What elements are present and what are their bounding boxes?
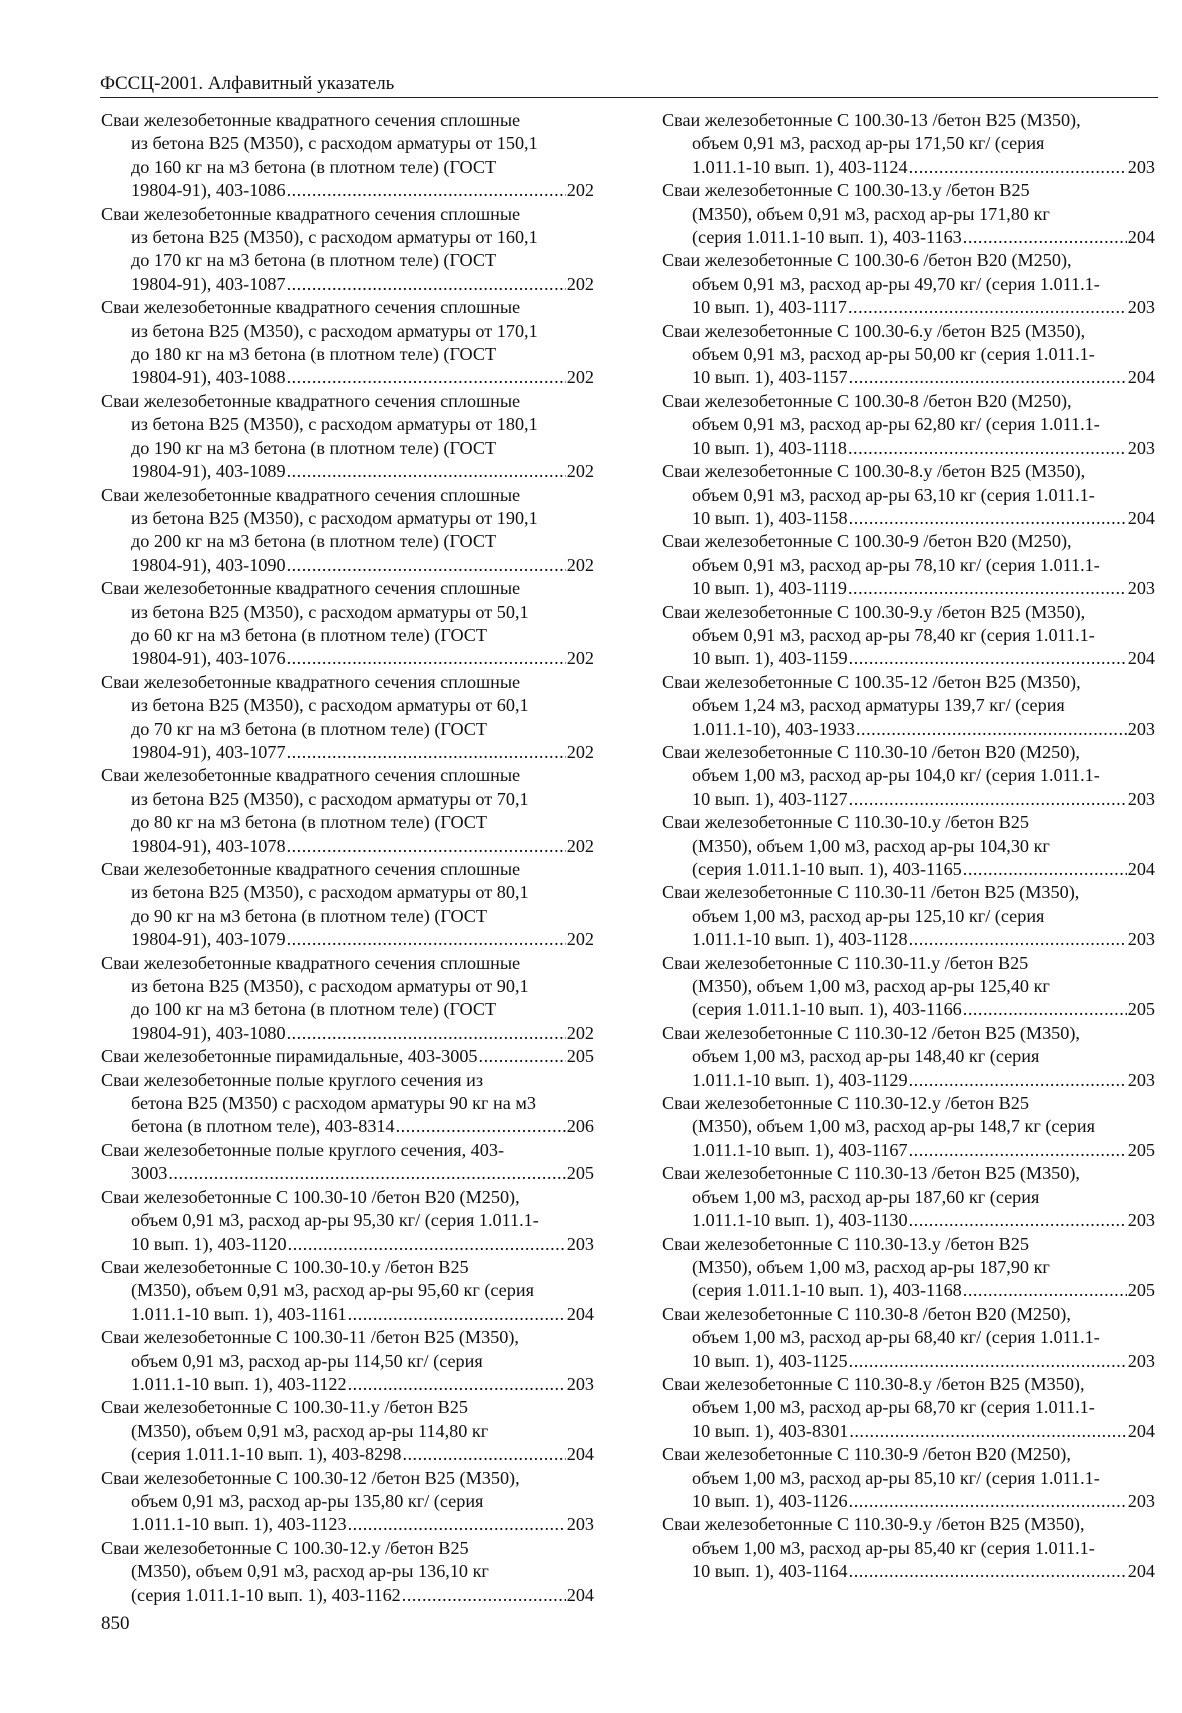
index-entry <box>101 1396 594 1466</box>
entry-text-line: до 100 кг на м3 бетона (в плотном теле) (ГОСТ <box>131 999 497 1020</box>
index-entry <box>662 320 1155 390</box>
entry-text-line: 10 вып. 1), 403-1164 <box>692 1561 848 1582</box>
entry-last-line <box>662 156 1155 179</box>
entry-page-ref: 203 <box>1127 1210 1155 1231</box>
entry-last-line <box>101 928 594 951</box>
entry-last-line <box>101 1233 594 1256</box>
entry-page-ref: 204 <box>1127 227 1155 248</box>
entry-text-line: Сваи железобетонные квадратного сечения сплошные <box>101 390 521 411</box>
index-entry <box>662 530 1155 600</box>
entry-last-line <box>101 179 594 202</box>
entry-text-line: Сваи железобетонные С 110.30-12 /бетон В25 (М350), <box>662 1022 1080 1043</box>
entry-text-line: (серия 1.011.1-10 вып. 1), 403-8298 <box>131 1444 402 1465</box>
dot-leader <box>479 1045 566 1068</box>
entry-page-ref: 204 <box>1127 1420 1155 1441</box>
dot-leader <box>849 366 1127 389</box>
entry-last-line <box>662 366 1155 389</box>
dot-leader <box>287 647 566 670</box>
entry-text-line: из бетона В25 (М350), с расходом арматуры от 160,1 <box>131 227 538 248</box>
entry-last-line <box>101 1443 594 1466</box>
dot-leader <box>909 1069 1127 1092</box>
entry-text-line: 19804-91), 403-1078 <box>131 835 286 856</box>
index-entry <box>101 952 594 1046</box>
entry-last-line <box>101 1584 594 1607</box>
entry-last-line <box>662 858 1155 881</box>
entry-page-ref: 204 <box>1127 859 1155 879</box>
entry-text-line: бетона В25 (М350) с расходом арматуры 90 кг на м3 <box>131 1093 536 1114</box>
entry-page-ref: 204 <box>1127 1561 1155 1582</box>
entry-text-line: (серия 1.011.1-10 вып. 1), 403-1162 <box>131 1584 401 1605</box>
index-entry <box>101 203 594 297</box>
dot-leader <box>849 1420 1126 1443</box>
entry-text-line: 19804-91), 403-1080 <box>131 1022 286 1043</box>
entry-text-line: из бетона В25 (М350), с расходом арматуры от 170,1 <box>131 320 538 341</box>
index-entry <box>101 1256 594 1326</box>
entry-text-line: 1.011.1-10 вып. 1), 403-1130 <box>692 1210 908 1231</box>
dot-leader <box>849 647 1127 670</box>
entry-text-line: 1.011.1-10), 403-1933 <box>692 718 855 739</box>
index-entry <box>101 858 594 952</box>
entry-page-ref: 202 <box>566 929 594 950</box>
dot-leader <box>287 366 566 389</box>
entry-text-line: до 190 кг на м3 бетона (в плотном теле) (ГОСТ <box>131 437 497 458</box>
entry-text-line: объем 0,91 м3, расход ар-ры 135,80 кг/ (серия <box>131 1490 484 1511</box>
entry-text-line: 10 вып. 1), 403-1117 <box>692 297 847 318</box>
dot-leader <box>348 1373 566 1396</box>
entry-last-line <box>101 554 594 577</box>
entry-text-line: (М350), объем 0,91 м3, расход ар-ры 114,80 кг <box>131 1420 489 1441</box>
entry-page-ref: 203 <box>1127 1490 1155 1511</box>
index-entry <box>662 952 1155 1022</box>
index-entry <box>662 1022 1155 1092</box>
entry-last-line <box>662 1350 1155 1373</box>
entry-last-line <box>101 1022 594 1045</box>
index-entry <box>662 741 1155 811</box>
index-entry <box>662 1513 1155 1583</box>
entry-text-line: 1.011.1-10 вып. 1), 403-1161 <box>131 1303 347 1324</box>
entry-page-ref: 203 <box>1127 156 1155 177</box>
entry-text-line: Сваи железобетонные пирамидальные, 403-3005 <box>101 1046 478 1067</box>
entry-text-line: Сваи железобетонные С 110.30-10.у /бетон В25 <box>662 812 1029 833</box>
index-entry <box>101 671 594 765</box>
dot-leader <box>287 1022 566 1045</box>
entry-page-ref: 205 <box>566 1046 594 1067</box>
entry-text-line: 19804-91), 403-1090 <box>131 554 286 575</box>
entry-text-line: 10 вып. 1), 403-1120 <box>131 1233 287 1254</box>
entry-text-line: Сваи железобетонные С 100.30-9.у /бетон В25 (М350), <box>662 601 1086 622</box>
entry-last-line <box>662 226 1155 249</box>
entry-text-line: до 90 кг на м3 бетона (в плотном теле) (ГОСТ <box>131 905 488 926</box>
entry-text-line: 10 вып. 1), 403-8301 <box>692 1420 849 1441</box>
entry-text-line: (серия 1.011.1-10 вып. 1), 403-1168 <box>692 1280 962 1301</box>
entry-page-ref: 205 <box>1127 1280 1155 1301</box>
entry-text-line: до 60 кг на м3 бетона (в плотном теле) (ГОСТ <box>131 624 488 645</box>
entry-text-line: бетона (в плотном теле), 403-8314 <box>131 1116 395 1137</box>
entry-last-line <box>662 1279 1155 1302</box>
dot-leader <box>856 718 1127 741</box>
entry-text-line: объем 0,91 м3, расход ар-ры 62,80 кг/ (серия 1.011.1- <box>692 414 1100 435</box>
entry-page-ref: 203 <box>566 1233 594 1254</box>
index-column-left <box>101 109 594 1607</box>
dot-leader <box>848 577 1127 600</box>
entry-text-line: Сваи железобетонные С 110.30-13.у /бетон В25 <box>662 1233 1029 1254</box>
entry-text-line: (М350), объем 0,91 м3, расход ар-ры 136,10 кг <box>131 1561 489 1582</box>
index-entry <box>101 1326 594 1396</box>
dot-leader <box>287 460 566 483</box>
entry-text-line: до 200 кг на м3 бетона (в плотном теле) (ГОСТ <box>131 531 497 552</box>
entry-text-line: объем 0,91 м3, расход ар-ры 63,10 кг (серия 1.011.1- <box>692 484 1095 505</box>
entry-text-line: до 80 кг на м3 бетона (в плотном теле) (ГОСТ <box>131 812 488 833</box>
dot-leader <box>849 788 1127 811</box>
dot-leader <box>909 1139 1127 1162</box>
entry-text-line: Сваи железобетонные квадратного сечения сплошные <box>101 671 521 692</box>
entry-text-line: объем 1,00 м3, расход ар-ры 104,0 кг/ (серия 1.011.1- <box>692 765 1100 786</box>
entry-text-line: Сваи железобетонные С 110.30-8 /бетон В20 (М250), <box>662 1303 1071 1324</box>
entry-text-line: Сваи железобетонные С 100.30-10 /бетон В20 (М250), <box>101 1186 520 1207</box>
entry-text-line: из бетона В25 (М350), с расходом арматуры от 180,1 <box>131 414 538 435</box>
entry-text-line: Сваи железобетонные С 110.30-11.у /бетон В25 <box>662 952 1029 973</box>
entry-text-line: объем 0,91 м3, расход ар-ры 49,70 кг/ (серия 1.011.1- <box>692 273 1100 294</box>
entry-text-line: объем 0,91 м3, расход ар-ры 50,00 кг (серия 1.011.1- <box>692 344 1095 365</box>
index-entry <box>101 1467 594 1537</box>
entry-text-line: объем 0,91 м3, расход ар-ры 171,50 кг/ (серия <box>692 133 1045 154</box>
entry-page-ref: 203 <box>1127 718 1155 739</box>
entry-text-line: Сваи железобетонные С 100.30-9 /бетон В20 (М250), <box>662 531 1072 552</box>
entry-page-ref: 202 <box>566 273 594 294</box>
entry-text-line: 10 вып. 1), 403-1127 <box>692 788 848 809</box>
index-entry <box>101 390 594 484</box>
index-entry <box>101 1069 594 1139</box>
entry-last-line <box>662 1209 1155 1232</box>
entry-text-line: 19804-91), 403-1088 <box>131 367 286 388</box>
entry-text-line: Сваи железобетонные С 110.30-12.у /бетон В25 <box>662 1093 1029 1114</box>
entry-text-line: 10 вып. 1), 403-1125 <box>692 1350 848 1371</box>
index-entry <box>101 1537 594 1607</box>
entry-text-line: Сваи железобетонные С 110.30-9.у /бетон В25 (М350), <box>662 1514 1085 1535</box>
entry-text-line: 10 вып. 1), 403-1119 <box>692 578 847 599</box>
entry-text-line: до 170 кг на м3 бетона (в плотном теле) (ГОСТ <box>131 250 497 271</box>
entry-text-line: Сваи железобетонные квадратного сечения сплошные <box>101 297 521 318</box>
entry-text-line: (серия 1.011.1-10 вып. 1), 403-1166 <box>692 999 962 1020</box>
entry-text-line: Сваи железобетонные С 110.30-9 /бетон В20 (М250), <box>662 1444 1071 1465</box>
entry-last-line <box>101 1373 594 1396</box>
index-entry <box>101 296 594 390</box>
entry-text-line: объем 0,91 м3, расход ар-ры 78,10 кг/ (серия 1.011.1- <box>692 554 1100 575</box>
entry-text-line: объем 1,00 м3, расход ар-ры 85,10 кг/ (серия 1.011.1- <box>692 1467 1100 1488</box>
dot-leader <box>963 858 1127 881</box>
index-entry <box>101 1139 594 1186</box>
entry-text-line: Сваи железобетонные С 100.30-10.у /бетон В25 <box>101 1256 469 1277</box>
dot-leader <box>402 1584 566 1607</box>
entry-text-line: из бетона В25 (М350), с расходом арматуры от 90,1 <box>131 976 529 997</box>
entry-last-line <box>662 718 1155 741</box>
index-entry <box>662 460 1155 530</box>
entry-text-line: Сваи железобетонные квадратного сечения сплошные <box>101 578 521 599</box>
entry-text-line: Сваи железобетонные С 100.30-13 /бетон В25 (М350), <box>662 110 1081 130</box>
entry-text-line: 19804-91), 403-1079 <box>131 929 286 950</box>
index-entry <box>101 1045 594 1068</box>
entry-page-ref: 202 <box>566 367 594 388</box>
index-entry <box>662 1443 1155 1513</box>
entry-page-ref: 204 <box>566 1444 594 1465</box>
entry-text-line: (М350), объем 0,91 м3, расход ар-ры 95,60 кг (серия <box>131 1280 534 1301</box>
entry-text-line: из бетона В25 (М350), с расходом арматуры от 50,1 <box>131 601 529 622</box>
index-entry <box>101 577 594 671</box>
index-entry <box>101 484 594 578</box>
entry-last-line <box>101 273 594 296</box>
entry-text-line: из бетона В25 (М350), с расходом арматуры от 150,1 <box>131 133 538 154</box>
dot-leader <box>288 1233 566 1256</box>
entry-last-line <box>101 460 594 483</box>
entry-text-line: Сваи железобетонные квадратного сечения сплошные <box>101 859 521 879</box>
page-number: 850 <box>101 1613 130 1634</box>
index-column-right <box>662 109 1155 1584</box>
dot-leader <box>848 437 1127 460</box>
index-entry <box>662 811 1155 881</box>
entry-text-line: из бетона В25 (М350), с расходом арматуры от 190,1 <box>131 507 538 528</box>
index-entry <box>662 601 1155 671</box>
running-header: ФССЦ-2001. Алфавитный указатель <box>100 72 1158 98</box>
entry-text-line: Сваи железобетонные С 100.30-8 /бетон В20 (М250), <box>662 390 1072 411</box>
entry-last-line <box>101 1303 594 1326</box>
entry-text-line: Сваи железобетонные квадратного сечения сплошные <box>101 110 521 130</box>
entry-page-ref: 204 <box>1127 507 1155 528</box>
dot-leader <box>287 273 566 296</box>
dot-leader <box>849 1560 1127 1583</box>
entry-text-line: 1.011.1-10 вып. 1), 403-1128 <box>692 929 908 950</box>
entry-page-ref: 204 <box>566 1303 594 1324</box>
entry-text-line: 10 вып. 1), 403-1157 <box>692 367 848 388</box>
entry-last-line <box>662 577 1155 600</box>
dot-leader <box>287 835 566 858</box>
entry-text-line: (серия 1.011.1-10 вып. 1), 403-1165 <box>692 859 962 879</box>
entry-last-line <box>662 296 1155 319</box>
dot-leader <box>287 554 566 577</box>
entry-text-line: 10 вып. 1), 403-1126 <box>692 1490 848 1511</box>
dot-leader <box>396 1115 566 1138</box>
index-entry <box>662 390 1155 460</box>
dot-leader <box>168 1162 565 1185</box>
entry-page-ref: 202 <box>566 461 594 482</box>
entry-text-line: 10 вып. 1), 403-1159 <box>692 648 848 669</box>
index-entry <box>101 109 594 203</box>
dot-leader <box>287 741 566 764</box>
entry-text-line: 1.011.1-10 вып. 1), 403-1123 <box>131 1514 347 1535</box>
entry-page-ref: 202 <box>566 835 594 856</box>
dot-leader <box>287 928 566 951</box>
entry-text-line: (М350), объем 1,00 м3, расход ар-ры 148,7 кг (серия <box>692 1116 1095 1137</box>
dot-leader <box>963 998 1127 1021</box>
entry-text-line: Сваи железобетонные квадратного сечения сплошные <box>101 952 521 973</box>
entry-text-line: 1.011.1-10 вып. 1), 403-1122 <box>131 1373 347 1394</box>
entry-text-line: 3003 <box>131 1163 168 1184</box>
entry-text-line: 1.011.1-10 вып. 1), 403-1124 <box>692 156 908 177</box>
entry-page-ref: 205 <box>1127 999 1155 1020</box>
entry-last-line <box>662 1490 1155 1513</box>
dot-leader <box>849 1350 1127 1373</box>
entry-last-line <box>662 437 1155 460</box>
entry-last-line <box>101 1115 594 1138</box>
dot-leader <box>287 179 566 202</box>
entry-text-line: Сваи железобетонные С 100.30-12.у /бетон В25 <box>101 1537 469 1558</box>
entry-page-ref: 202 <box>566 554 594 575</box>
entry-text-line: до 180 кг на м3 бетона (в плотном теле) (ГОСТ <box>131 344 497 365</box>
entry-text-line: объем 0,91 м3, расход ар-ры 95,30 кг/ (серия 1.011.1- <box>131 1210 539 1231</box>
entry-last-line <box>662 1069 1155 1092</box>
entry-last-line <box>101 741 594 764</box>
entry-page-ref: 203 <box>1127 1350 1155 1371</box>
entry-text-line: до 160 кг на м3 бетона (в плотном теле) (ГОСТ <box>131 156 497 177</box>
entry-text-line: Сваи железобетонные С 100.30-11 /бетон В25 (М350), <box>101 1327 519 1348</box>
entry-text-line: объем 0,91 м3, расход ар-ры 78,40 кг (серия 1.011.1- <box>692 624 1095 645</box>
entry-text-line: Сваи железобетонные С 110.30-8.у /бетон В25 (М350), <box>662 1373 1085 1394</box>
entry-page-ref: 202 <box>566 180 594 201</box>
index-entry <box>662 1233 1155 1303</box>
entry-last-line <box>662 647 1155 670</box>
entry-text-line: Сваи железобетонные С 100.30-6.у /бетон В25 (М350), <box>662 320 1086 341</box>
entry-text-line: (М350), объем 0,91 м3, расход ар-ры 171,80 кг <box>692 203 1050 224</box>
entry-last-line <box>101 1513 594 1536</box>
entry-text-line: Сваи железобетонные С 110.30-10 /бетон В20 (М250), <box>662 741 1080 762</box>
entry-page-ref: 202 <box>566 1022 594 1043</box>
entry-text-line: 1.011.1-10 вып. 1), 403-1129 <box>692 1069 908 1090</box>
entry-text-line: 19804-91), 403-1076 <box>131 648 286 669</box>
entry-text-line: 19804-91), 403-1077 <box>131 741 286 762</box>
entry-text-line: объем 1,00 м3, расход ар-ры 68,70 кг (серия 1.011.1- <box>692 1397 1095 1418</box>
entry-page-ref: 203 <box>1127 929 1155 950</box>
entry-text-line: 19804-91), 403-1089 <box>131 461 286 482</box>
entry-text-line: Сваи железобетонные С 100.30-12 /бетон В25 (М350), <box>101 1467 520 1488</box>
entry-text-line: Сваи железобетонные С 100.30-8.у /бетон В25 (М350), <box>662 461 1086 482</box>
entry-page-ref: 204 <box>1127 367 1155 388</box>
index-entry <box>662 881 1155 951</box>
index-entry <box>662 179 1155 249</box>
entry-text-line: (серия 1.011.1-10 вып. 1), 403-1163 <box>692 227 962 248</box>
dot-leader <box>849 1490 1127 1513</box>
entry-text-line: Сваи железобетонные квадратного сечения сплошные <box>101 484 521 505</box>
entry-last-line <box>101 1045 594 1068</box>
entry-text-line: 19804-91), 403-1087 <box>131 273 286 294</box>
entry-text-line: (М350), объем 1,00 м3, расход ар-ры 125,40 кг <box>692 976 1050 997</box>
entry-page-ref: 203 <box>566 1514 594 1535</box>
entry-text-line: (М350), объем 1,00 м3, расход ар-ры 187,90 кг <box>692 1256 1050 1277</box>
entry-page-ref: 204 <box>566 1584 594 1605</box>
entry-last-line <box>662 998 1155 1021</box>
entry-page-ref: 205 <box>566 1163 594 1184</box>
index-entry <box>101 764 594 858</box>
dot-leader <box>909 156 1127 179</box>
entry-text-line: до 70 кг на м3 бетона (в плотном теле) (ГОСТ <box>131 718 488 739</box>
index-entry <box>662 249 1155 319</box>
entry-text-line: (М350), объем 1,00 м3, расход ар-ры 104,30 кг <box>692 835 1050 856</box>
entry-text-line: Сваи железобетонные квадратного сечения сплошные <box>101 203 521 224</box>
entry-last-line <box>662 1560 1155 1583</box>
entry-text-line: Сваи железобетонные С 100.30-11.у /бетон В25 <box>101 1397 468 1418</box>
index-entry <box>662 671 1155 741</box>
entry-text-line: Сваи железобетонные С 110.30-13 /бетон В25 (М350), <box>662 1163 1080 1184</box>
entry-last-line <box>101 647 594 670</box>
index-entry <box>662 109 1155 179</box>
entry-text-line: из бетона В25 (М350), с расходом арматуры от 80,1 <box>131 882 529 903</box>
entry-text-line: Сваи железобетонные квадратного сечения сплошные <box>101 765 521 786</box>
dot-leader <box>963 1279 1127 1302</box>
dot-leader <box>348 1513 566 1536</box>
entry-last-line <box>101 1162 594 1185</box>
entry-text-line: из бетона В25 (М350), с расходом арматуры от 70,1 <box>131 788 529 809</box>
entry-text-line: объем 1,00 м3, расход ар-ры 187,60 кг (серия <box>692 1186 1040 1207</box>
entry-text-line: объем 1,00 м3, расход ар-ры 148,40 кг (серия <box>692 1046 1040 1067</box>
entry-text-line: 19804-91), 403-1086 <box>131 180 286 201</box>
entry-last-line <box>662 507 1155 530</box>
entry-text-line: из бетона В25 (М350), с расходом арматуры от 60,1 <box>131 695 529 716</box>
entry-text-line: Сваи железобетонные С 100.35-12 /бетон В25 (М350), <box>662 671 1081 692</box>
entry-last-line <box>662 788 1155 811</box>
entry-page-ref: 203 <box>1127 297 1155 318</box>
index-entry <box>662 1092 1155 1162</box>
entry-last-line <box>101 835 594 858</box>
entry-page-ref: 203 <box>1127 788 1155 809</box>
entry-text-line: Сваи железобетонные С 110.30-11 /бетон В25 (М350), <box>662 882 1080 903</box>
entry-text-line: Сваи железобетонные полые круглого сечения, 403- <box>101 1139 505 1160</box>
dot-leader <box>849 507 1127 530</box>
entry-text-line: объем 0,91 м3, расход ар-ры 114,50 кг/ (серия <box>131 1350 483 1371</box>
entry-text-line: объем 1,00 м3, расход ар-ры 68,40 кг/ (серия 1.011.1- <box>692 1327 1100 1348</box>
entry-last-line <box>662 1139 1155 1162</box>
entry-page-ref: 203 <box>1127 437 1155 458</box>
entry-text-line: 10 вып. 1), 403-1118 <box>692 437 847 458</box>
entry-text-line: объем 1,00 м3, расход ар-ры 85,40 кг (серия 1.011.1- <box>692 1537 1095 1558</box>
dot-leader <box>348 1303 566 1326</box>
entry-last-line <box>662 928 1155 951</box>
entry-text-line: 1.011.1-10 вып. 1), 403-1167 <box>692 1139 908 1160</box>
dot-leader <box>848 296 1127 319</box>
dot-leader <box>909 1209 1127 1232</box>
entry-page-ref: 206 <box>566 1116 594 1137</box>
entry-text-line: объем 1,00 м3, расход ар-ры 125,10 кг/ (серия <box>692 905 1045 926</box>
entry-text-line: Сваи железобетонные полые круглого сечения из <box>101 1069 484 1090</box>
entry-page-ref: 202 <box>566 741 594 762</box>
entry-last-line <box>662 1420 1155 1443</box>
index-entry <box>662 1303 1155 1373</box>
dot-leader <box>402 1443 565 1466</box>
entry-page-ref: 203 <box>1127 1069 1155 1090</box>
entry-text-line: Сваи железобетонные С 100.30-13.у /бетон В25 <box>662 180 1030 201</box>
index-entry <box>662 1162 1155 1232</box>
entry-page-ref: 204 <box>1127 648 1155 669</box>
dot-leader <box>909 928 1127 951</box>
index-entry <box>101 1186 594 1256</box>
entry-text-line: 10 вып. 1), 403-1158 <box>692 507 848 528</box>
dot-leader <box>963 226 1127 249</box>
entry-text-line: Сваи железобетонные С 100.30-6 /бетон В20 (М250), <box>662 250 1072 271</box>
index-entry <box>662 1373 1155 1443</box>
entry-page-ref: 203 <box>1127 578 1155 599</box>
entry-page-ref: 202 <box>566 648 594 669</box>
entry-last-line <box>101 366 594 389</box>
entry-page-ref: 205 <box>1127 1139 1155 1160</box>
entry-page-ref: 203 <box>566 1373 594 1394</box>
entry-text-line: объем 1,24 м3, расход арматуры 139,7 кг/ (серия <box>692 695 1065 716</box>
